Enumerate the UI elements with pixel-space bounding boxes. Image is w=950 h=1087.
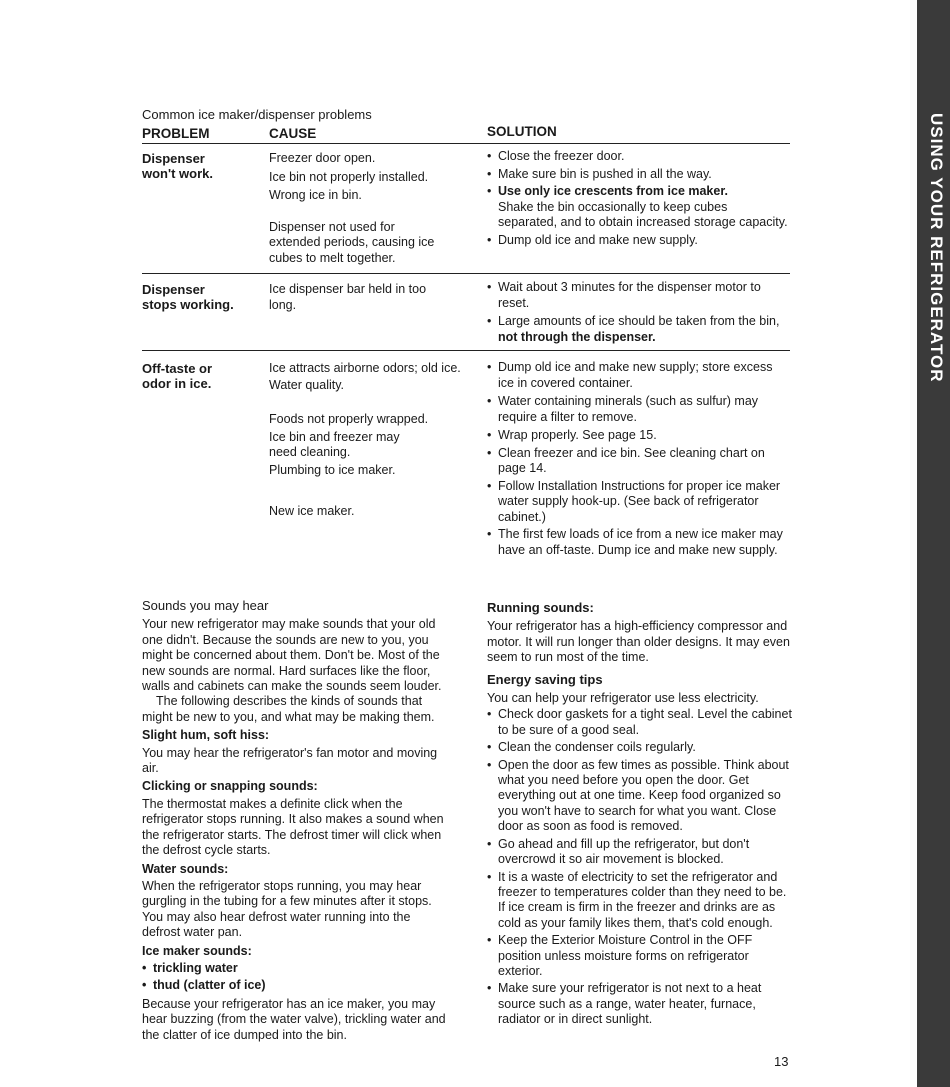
problem-1: Dispenser won't work.	[142, 151, 213, 181]
header-rule	[142, 143, 790, 144]
list-item: • Wait about 3 minutes for the dispenser motor to reset.	[487, 280, 789, 311]
side-tab-label: USING YOUR REFRIGERATOR	[927, 113, 946, 383]
header-solution: SOLUTION	[487, 124, 557, 139]
solution-2	[487, 280, 789, 347]
list-item: • Keep the Exterior Moisture Control in the OFF position unless moisture forms on refrigerator exterior.	[487, 933, 792, 979]
running-heading: Running sounds:	[487, 600, 594, 615]
list-item: • trickling water	[142, 961, 452, 976]
problem-3: Off-taste or odor in ice.	[142, 361, 213, 391]
water-heading: Water sounds:	[142, 861, 229, 876]
solution-3	[487, 360, 789, 560]
page-number: 13	[774, 1054, 789, 1069]
list-item: • Dump old ice and make new supply; store excess ice in covered container.	[487, 360, 789, 391]
side-tab	[917, 0, 950, 1087]
sounds-section: Sounds you may hear Your new refrigerator may make sounds that your old one didn't. Because the sounds are new to you, you might be concerned about them. Don't be. Most of the new sounds are normal. Hard surfaces like the floor, walls and cabinets can make the sounds seem louder. The following describes the kinds of sounds that might be new to you, and what may be making them. Slight hum, soft hiss: You may hear the refrigerator's fan motor and moving air. Clicking or snapping sounds: The thermostat makes a definite click when the refrigerator stops running. It also makes a sound when the refrigerator starts. The defrost timer will click when the defrost cycle starts. Water sounds: When the refrigerator stops running, you may hear gurgling in the tubing for a few minutes after it stops. You may also hear defrost water running into the defrost water pan. Ice maker sounds: • trickling water • thud (clatter of ice) Because your refrigerator has an ice maker, you may hear buzzing (from the water valve), trickling water and the clatter of ice dumped into the bin.	[142, 598, 452, 1046]
list-item: • The first few loads of ice from a new ice maker may have an off-taste. Dump ice and make new supply.	[487, 527, 789, 558]
cause-1: Freezer door open. Ice bin not properly installed. Wrong ice in bin. Dispenser not used for extended periods, causing ice cubes to melt together.	[269, 151, 435, 265]
energy-heading: Energy saving tips	[487, 671, 603, 687]
list-item: • Use only ice crescents from ice maker. Shake the bin occasionally to keep cubes separated, and to obtain increased storage capacity.	[487, 184, 789, 231]
list-item: • Make sure your refrigerator is not next to a heat source such as a range, water heater, furnace, radiator or in direct sunlight.	[487, 981, 792, 1027]
list-item: • Close the freezer door.	[487, 149, 789, 165]
list-item: • It is a waste of electricity to set the refrigerator and freezer to temperatures colder than they need to be. If ice cream is firm in the freezer and drinks are as cold as your family likes them, that's cold enough.	[487, 870, 792, 932]
header-problem: PROBLEM	[142, 126, 210, 141]
list-item: • Water containing minerals (such as sulfur) may require a filter to remove.	[487, 394, 789, 425]
list-item: • Dump old ice and make new supply.	[487, 233, 789, 249]
problem-2: Dispenser stops working.	[142, 282, 234, 312]
energy-section: Running sounds: Your refrigerator has a high-efficiency compressor and motor. It will run longer than older designs. It may even seem to run most of the time. Energy saving tips You can help your refrigerator use less electricity. • Check door gaskets for a tight seal. Level the cabinet to be sure of a good seal. • Clean the condenser coils regularly. • Open the door as few times as possible. Think about what you need before you open the door. Get everything out at one time. Keep food organized so you won't have to search for what you want. Close door as soon as food is removed. • Go ahead and fill up the refrigerator, but don't overcrowd it so air movement is blocked. • It is a waste of electricity to set the refrigerator and freezer to temperatures colder than they need to be. If ice cream is firm in the freezer and drinks are as cold as your family likes them, that's cold enough. • Keep the Exterior Moisture Control in the OFF position unless moisture forms on refrigerator exterior. • Make sure your refrigerator is not next to a heat source such as a range, water heater, furnace, radiator or in direct sunlight.	[487, 600, 792, 1030]
list-item: • Follow Installation Instructions for proper ice maker water supply hook-up. (See back of refrigerator cabinet.)	[487, 479, 789, 526]
list-item: • Wrap properly. See page 15.	[487, 428, 789, 444]
hum-heading: Slight hum, soft hiss:	[142, 728, 270, 743]
list-item: • Check door gaskets for a tight seal. Level the cabinet to be sure of a good seal.	[487, 707, 792, 738]
sounds-title: Sounds you may hear	[142, 598, 269, 613]
list-item: • Clean freezer and ice bin. See cleaning chart on page 14.	[487, 446, 789, 477]
list-item: • Open the door as few times as possible. Think about what you need before you open the door. Get everything out at one time. Keep food organized so you won't have to search for what you want. Close door as soon as food is removed.	[487, 758, 792, 835]
list-item: • Clean the condenser coils regularly.	[487, 740, 792, 755]
list-item: • Large amounts of ice should be taken from the bin, not through the dispenser.	[487, 314, 789, 345]
solution-1	[487, 149, 789, 250]
list-item: • thud (clatter of ice)	[142, 978, 452, 993]
header-cause: CAUSE	[269, 126, 317, 141]
cause-3: Ice attracts airborne odors; old ice. Water quality. Foods not properly wrapped. Ice bin and freezer may need cleaning. Plumbing to ice maker. New ice maker.	[269, 361, 461, 518]
cause-2: Ice dispenser bar held in too long.	[269, 282, 427, 312]
list-item: • Make sure bin is pushed in all the way.	[487, 167, 789, 183]
row-rule-2	[142, 350, 790, 351]
click-heading: Clicking or snapping sounds:	[142, 779, 318, 794]
list-item: • Go ahead and fill up the refrigerator, but don't overcrowd it so air movement is blocked.	[487, 837, 792, 868]
row-rule-1	[142, 273, 790, 274]
icemaker-heading: Ice maker sounds:	[142, 943, 252, 958]
table-title: Common ice maker/dispenser problems	[142, 107, 372, 122]
